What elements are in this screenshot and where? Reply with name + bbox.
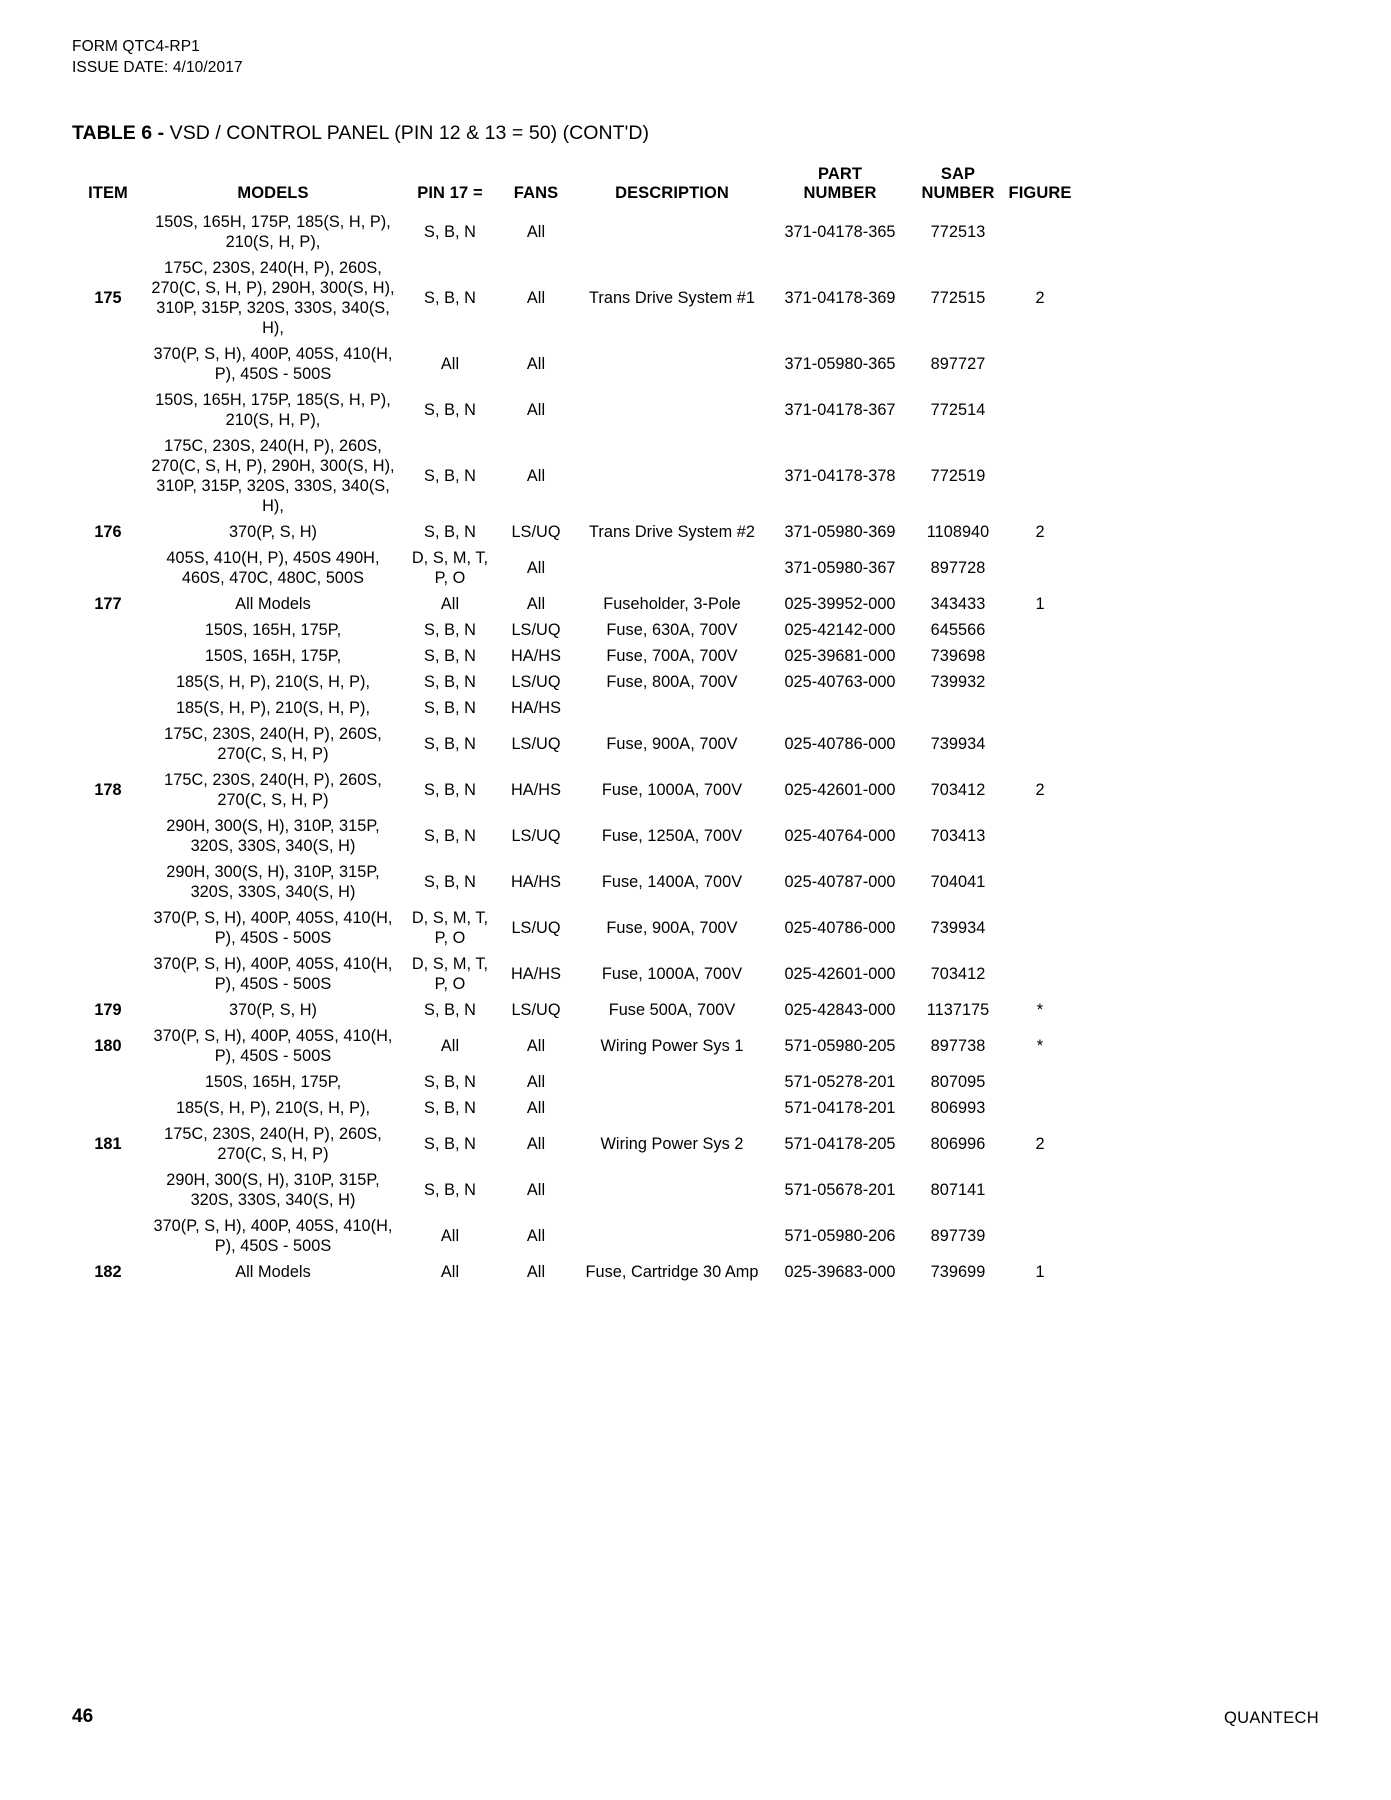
page-title [72, 122, 1319, 145]
cell-models: 370(P, S, H) [228, 523, 318, 541]
cell-models: 175C, 230S, 240(H, P), 260S, 270(C, S, H, P) [164, 771, 382, 809]
cell-desc: Wiring Power Sys 1 [600, 1037, 744, 1055]
column-header-fans: FANS [513, 184, 559, 202]
table-row [72, 341, 1074, 387]
table-row [72, 643, 1074, 669]
table-row [72, 545, 1074, 591]
column-header-pin17: PIN 17 = [417, 184, 483, 202]
cell-part: 025-40764-000 [784, 827, 896, 845]
cell-figure [1006, 545, 1074, 591]
cell-sap: 772519 [930, 467, 986, 485]
cell-models: 150S, 165H, 175P, 185(S, H, P), 210(S, H, P), [155, 213, 391, 251]
cell-figure [1006, 859, 1074, 905]
cell-figure [1006, 643, 1074, 669]
cell-figure [1006, 1167, 1074, 1213]
table-row [72, 669, 1074, 695]
cell-fans: All [526, 1073, 546, 1091]
cell-figure: 1 [1035, 595, 1045, 613]
cell-pin17: D, S, M, T, P, O [411, 549, 489, 587]
cell-sap: 1137175 [926, 1001, 990, 1019]
table-row [72, 209, 1074, 255]
cell-fans: HA/HS [510, 781, 561, 799]
column-header-part-line1: PART [817, 165, 863, 183]
cell-pin17: S, B, N [424, 699, 476, 717]
cell-figure: 1 [1035, 1263, 1045, 1281]
cell-pin17: S, B, N [424, 781, 476, 799]
cell-part: 025-40787-000 [784, 873, 896, 891]
cell-figure [1006, 951, 1074, 997]
cell-pin17: S, B, N [424, 1073, 476, 1091]
cell-sap: 703412 [930, 781, 986, 799]
cell-part: 371-05980-365 [784, 355, 896, 373]
cell-pin17: All [440, 1263, 460, 1281]
cell-pin17: All [440, 595, 460, 613]
cell-models: 290H, 300(S, H), 310P, 315P, 320S, 330S, 340(S, H) [166, 1171, 380, 1209]
column-header-description: DESCRIPTION [615, 184, 729, 202]
cell-pin17: S, B, N [424, 1001, 476, 1019]
cell-part: 025-42142-000 [784, 621, 896, 639]
cell-desc: Fuse, 900A, 700V [606, 919, 738, 937]
table-body [72, 209, 1074, 1285]
cell-item [72, 387, 144, 433]
table-row [72, 591, 1074, 617]
cell-item: 177 [94, 595, 122, 613]
cell-sap: 645566 [930, 621, 986, 639]
cell-fans: All [526, 1037, 546, 1055]
cell-desc [574, 545, 770, 591]
cell-figure [1006, 669, 1074, 695]
table-row [72, 721, 1074, 767]
cell-part: 025-42601-000 [784, 965, 896, 983]
cell-models: 150S, 165H, 175P, [204, 1073, 342, 1091]
cell-desc: Trans Drive System #1 [588, 289, 756, 307]
cell-part: 371-04178-365 [784, 223, 896, 241]
table-row [72, 813, 1074, 859]
table-row [72, 387, 1074, 433]
cell-fans: HA/HS [510, 965, 561, 983]
cell-desc [574, 1095, 770, 1121]
cell-figure [1006, 209, 1074, 255]
cell-fans: All [526, 595, 546, 613]
cell-fans: HA/HS [510, 873, 561, 891]
cell-models: 370(P, S, H) [228, 1001, 318, 1019]
cell-sap: 897738 [930, 1037, 986, 1055]
cell-item [72, 545, 144, 591]
table-row [72, 617, 1074, 643]
cell-figure [1006, 617, 1074, 643]
cell-sap: 703413 [930, 827, 986, 845]
cell-sap: 704041 [930, 873, 986, 891]
cell-fans: All [526, 1263, 546, 1281]
cell-figure [1006, 905, 1074, 951]
cell-desc [574, 387, 770, 433]
cell-item [72, 1167, 144, 1213]
cell-sap: 807141 [930, 1181, 986, 1199]
cell-models: All Models [235, 595, 311, 613]
table-row [72, 1023, 1074, 1069]
cell-desc [574, 433, 770, 519]
cell-pin17: S, B, N [424, 827, 476, 845]
cell-item [72, 813, 144, 859]
cell-pin17: S, B, N [424, 289, 476, 307]
cell-sap: 703412 [930, 965, 986, 983]
cell-desc [574, 695, 770, 721]
column-header-part-number [770, 165, 910, 209]
cell-part: 571-05980-206 [784, 1227, 896, 1245]
cell-part: 025-39683-000 [784, 1263, 896, 1281]
cell-figure: 2 [1035, 289, 1045, 307]
cell-desc: Fuseholder, 3-Pole [603, 595, 741, 613]
table-row [72, 1121, 1074, 1167]
cell-item: 175 [94, 289, 122, 307]
cell-figure: 2 [1035, 781, 1045, 799]
cell-fans: All [526, 355, 546, 373]
column-header-sap-line1: SAP [940, 165, 976, 183]
cell-desc [574, 1069, 770, 1095]
cell-models: 185(S, H, P), 210(S, H, P), [175, 1099, 371, 1117]
table-row [72, 859, 1074, 905]
cell-models: 370(P, S, H), 400P, 405S, 410(H, P), 450S - 500S [153, 955, 393, 993]
cell-part [770, 695, 910, 721]
issue-date: ISSUE DATE: 4/10/2017 [72, 59, 243, 76]
cell-part: 371-04178-367 [784, 401, 896, 419]
column-header-sap-line2: NUMBER [921, 184, 995, 202]
cell-desc: Fuse, 1000A, 700V [601, 781, 743, 799]
cell-part: 371-05980-369 [784, 523, 896, 541]
cell-fans: LS/UQ [511, 621, 561, 639]
cell-part: 025-42601-000 [784, 781, 896, 799]
cell-figure [1006, 1213, 1074, 1259]
cell-figure [1006, 341, 1074, 387]
cell-sap: 739699 [930, 1263, 986, 1281]
cell-pin17: S, B, N [424, 647, 476, 665]
table-row [72, 767, 1074, 813]
cell-pin17: D, S, M, T, P, O [411, 955, 489, 993]
table-row [72, 695, 1074, 721]
table-name: VSD / CONTROL PANEL (PIN 12 & 13 = 50) (CONT'D) [169, 122, 650, 144]
cell-item: 182 [94, 1263, 122, 1281]
cell-sap: 1108940 [926, 523, 990, 541]
cell-desc: Fuse, 630A, 700V [606, 621, 738, 639]
cell-pin17: S, B, N [424, 1099, 476, 1117]
cell-sap: 739934 [930, 735, 986, 753]
cell-item [72, 859, 144, 905]
cell-part: 571-04178-201 [784, 1099, 896, 1117]
table-row [72, 255, 1074, 341]
cell-item: 180 [94, 1037, 122, 1055]
cell-models: 185(S, H, P), 210(S, H, P), [175, 699, 371, 717]
cell-fans: LS/UQ [511, 827, 561, 845]
parts-table [72, 165, 1074, 1285]
cell-part: 025-39952-000 [784, 595, 896, 613]
cell-figure [1006, 1069, 1074, 1095]
cell-models: All Models [235, 1263, 311, 1281]
document-footer [72, 1706, 1319, 1728]
table-row [72, 433, 1074, 519]
cell-item [72, 341, 144, 387]
cell-item [72, 1069, 144, 1095]
cell-sap: 897728 [930, 559, 986, 577]
brand-name: QUANTECH [1224, 1709, 1319, 1727]
cell-desc: Fuse, 1250A, 700V [601, 827, 743, 845]
cell-figure: 2 [1035, 523, 1045, 541]
cell-pin17: All [440, 355, 460, 373]
cell-sap: 772515 [930, 289, 986, 307]
cell-desc: Fuse, 1000A, 700V [601, 965, 743, 983]
cell-pin17: D, S, M, T, P, O [411, 909, 489, 947]
cell-item [72, 643, 144, 669]
cell-models: 290H, 300(S, H), 310P, 315P, 320S, 330S, 340(S, H) [166, 863, 380, 901]
cell-item: 178 [94, 781, 122, 799]
table-header-row [72, 165, 1074, 209]
cell-item [72, 951, 144, 997]
table-row [72, 519, 1074, 545]
cell-item: 179 [94, 1001, 122, 1019]
cell-sap: 806996 [930, 1135, 986, 1153]
cell-models: 150S, 165H, 175P, 185(S, H, P), 210(S, H, P), [155, 391, 391, 429]
cell-fans: All [526, 1099, 546, 1117]
cell-sap: 807095 [930, 1073, 986, 1091]
cell-fans: LS/UQ [511, 523, 561, 541]
cell-pin17: S, B, N [424, 523, 476, 541]
cell-item [72, 433, 144, 519]
cell-figure: * [1036, 1037, 1044, 1055]
cell-item [72, 617, 144, 643]
cell-item [72, 209, 144, 255]
cell-part: 571-04178-205 [784, 1135, 896, 1153]
cell-fans: All [526, 559, 546, 577]
cell-item: 181 [94, 1135, 122, 1153]
cell-figure [1006, 721, 1074, 767]
cell-figure: * [1036, 1001, 1044, 1019]
table-row [72, 1259, 1074, 1285]
cell-fans: All [526, 289, 546, 307]
cell-fans: HA/HS [510, 699, 561, 717]
cell-item [72, 905, 144, 951]
cell-models: 290H, 300(S, H), 310P, 315P, 320S, 330S, 340(S, H) [166, 817, 380, 855]
cell-models: 150S, 165H, 175P, [204, 647, 342, 665]
cell-desc [574, 209, 770, 255]
cell-item [72, 695, 144, 721]
cell-sap: 343433 [930, 595, 986, 613]
cell-figure [1006, 695, 1074, 721]
cell-figure [1006, 433, 1074, 519]
cell-desc: Fuse, 900A, 700V [606, 735, 738, 753]
cell-sap: 739698 [930, 647, 986, 665]
cell-fans: LS/UQ [511, 735, 561, 753]
cell-models: 175C, 230S, 240(H, P), 260S, 270(C, S, H, P), 290H, 300(S, H), 310P, 315P, 320S, 330S, 340(S, H), [151, 437, 395, 515]
table-row [72, 1167, 1074, 1213]
cell-part: 025-40786-000 [784, 735, 896, 753]
table-row [72, 905, 1074, 951]
cell-sap: 897727 [930, 355, 986, 373]
cell-models: 370(P, S, H), 400P, 405S, 410(H, P), 450S - 500S [153, 909, 393, 947]
cell-desc: Fuse, 700A, 700V [606, 647, 738, 665]
cell-fans: All [526, 1135, 546, 1153]
document-header [72, 36, 1319, 78]
cell-part: 371-04178-369 [784, 289, 896, 307]
cell-part: 571-05980-205 [784, 1037, 896, 1055]
cell-models: 370(P, S, H), 400P, 405S, 410(H, P), 450S - 500S [153, 1217, 393, 1255]
cell-desc [574, 1213, 770, 1259]
cell-desc: Fuse 500A, 700V [608, 1001, 736, 1019]
cell-part: 025-40786-000 [784, 919, 896, 937]
column-header-sap-number [910, 165, 1006, 209]
cell-part: 025-42843-000 [784, 1001, 896, 1019]
cell-models: 175C, 230S, 240(H, P), 260S, 270(C, S, H, P), 290H, 300(S, H), 310P, 315P, 320S, 330S, 340(S, H), [151, 259, 395, 337]
cell-pin17: S, B, N [424, 873, 476, 891]
cell-pin17: S, B, N [424, 401, 476, 419]
cell-pin17: S, B, N [424, 1135, 476, 1153]
cell-models: 370(P, S, H), 400P, 405S, 410(H, P), 450S - 500S [153, 345, 393, 383]
cell-fans: All [526, 1227, 546, 1245]
cell-item [72, 669, 144, 695]
cell-desc [574, 1167, 770, 1213]
column-header-part-line2: NUMBER [803, 184, 877, 202]
cell-item [72, 721, 144, 767]
cell-sap: 772514 [930, 401, 986, 419]
cell-desc: Fuse, 800A, 700V [606, 673, 738, 691]
cell-fans: HA/HS [510, 647, 561, 665]
cell-item [72, 1095, 144, 1121]
cell-figure [1006, 1095, 1074, 1121]
cell-pin17: S, B, N [424, 673, 476, 691]
cell-models: 405S, 410(H, P), 450S 490H, 460S, 470C, 480C, 500S [166, 549, 380, 587]
cell-figure [1006, 813, 1074, 859]
cell-sap: 806993 [930, 1099, 986, 1117]
cell-figure: 2 [1035, 1135, 1045, 1153]
cell-item [72, 1213, 144, 1259]
cell-part: 025-39681-000 [784, 647, 896, 665]
cell-part: 571-05678-201 [784, 1181, 896, 1199]
cell-pin17: S, B, N [424, 735, 476, 753]
cell-pin17: All [440, 1037, 460, 1055]
cell-models: 185(S, H, P), 210(S, H, P), [175, 673, 371, 691]
form-code: FORM QTC4-RP1 [72, 38, 200, 55]
table-row [72, 1095, 1074, 1121]
cell-models: 175C, 230S, 240(H, P), 260S, 270(C, S, H, P) [164, 1125, 382, 1163]
cell-desc: Fuse, Cartridge 30 Amp [585, 1263, 759, 1281]
cell-sap: 772513 [930, 223, 986, 241]
cell-fans: All [526, 1181, 546, 1199]
cell-fans: All [526, 223, 546, 241]
cell-models: 150S, 165H, 175P, [204, 621, 342, 639]
cell-desc: Fuse, 1400A, 700V [601, 873, 743, 891]
cell-models: 175C, 230S, 240(H, P), 260S, 270(C, S, H, P) [164, 725, 382, 763]
column-header-figure: FIGURE [1008, 184, 1072, 202]
cell-fans: LS/UQ [511, 1001, 561, 1019]
column-header-models: MODELS [237, 184, 309, 202]
cell-models: 370(P, S, H), 400P, 405S, 410(H, P), 450S - 500S [153, 1027, 393, 1065]
cell-desc: Trans Drive System #2 [588, 523, 756, 541]
cell-fans: All [526, 467, 546, 485]
cell-part: 371-04178-378 [784, 467, 896, 485]
cell-fans: All [526, 401, 546, 419]
cell-figure [1006, 387, 1074, 433]
column-header-item: ITEM [88, 184, 128, 202]
cell-sap: 739932 [930, 673, 986, 691]
cell-sap [910, 695, 1006, 721]
cell-pin17: S, B, N [424, 467, 476, 485]
cell-fans: LS/UQ [511, 919, 561, 937]
cell-pin17: S, B, N [424, 1181, 476, 1199]
page-number: 46 [72, 1706, 94, 1727]
table-row [72, 1069, 1074, 1095]
cell-pin17: S, B, N [424, 223, 476, 241]
cell-part: 571-05278-201 [784, 1073, 896, 1091]
cell-sap: 739934 [930, 919, 986, 937]
cell-pin17: All [440, 1227, 460, 1245]
cell-desc [574, 341, 770, 387]
cell-sap: 897739 [930, 1227, 986, 1245]
table-label: TABLE 6 - [72, 122, 165, 144]
cell-fans: LS/UQ [511, 673, 561, 691]
table-row [72, 1213, 1074, 1259]
table-row [72, 997, 1074, 1023]
table-row [72, 951, 1074, 997]
cell-desc: Wiring Power Sys 2 [600, 1135, 744, 1153]
cell-item: 176 [94, 523, 122, 541]
cell-pin17: S, B, N [424, 621, 476, 639]
cell-part: 025-40763-000 [784, 673, 896, 691]
cell-part: 371-05980-367 [784, 559, 896, 577]
